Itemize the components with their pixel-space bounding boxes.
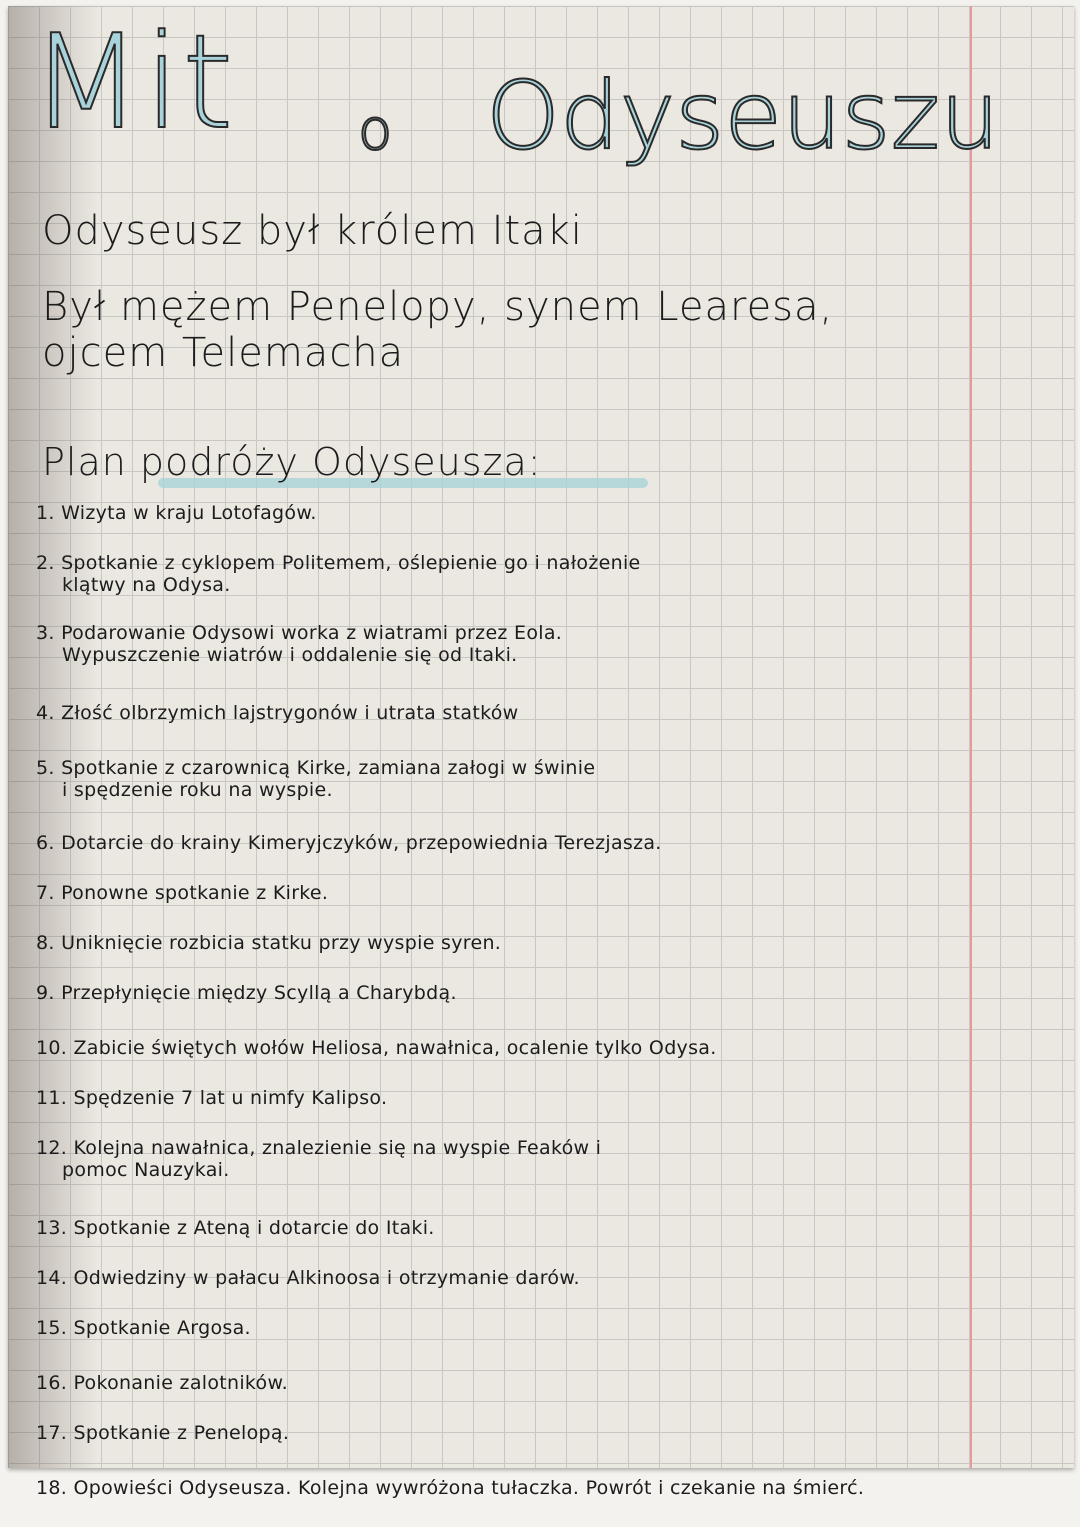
plan-item-continuation: Wypuszczenie wiatrów i oddalenie się od Itaki. [62,644,518,666]
plan-item [36,832,1056,854]
title-word-mit: Mit [30,6,236,158]
plan-item-line: 10. Zabicie świętych wołów Heliosa, nawałnica, ocalenie tylko Odysa. [36,1037,717,1059]
plan-item [36,552,1056,596]
plan-item [36,1372,1056,1394]
plan-item [36,1422,1056,1444]
plan-item-line: 1. Wizyta w kraju Lotofagów. [36,502,317,524]
plan-item-line: 12. Kolejna nawałnica, znalezienie się na wyspie Feaków i [36,1137,602,1159]
plan-item-line: 7. Ponowne spotkanie z Kirke. [36,882,329,904]
plan-item-continuation: klątwy na Odysa. [62,574,231,596]
plan-item-line: 11. Spędzenie 7 lat u nimfy Kalipso. [36,1087,388,1109]
intro-line-1: Odyseusz był królem Itaki [42,208,583,254]
plan-item-line: 14. Odwiedziny w pałacu Alkinoosa i otrzymanie darów. [36,1267,580,1289]
title-word-odyseuszu: Odyseuszu [486,62,1000,171]
plan-item [36,1137,1056,1181]
plan-item [36,702,1056,724]
plan-item [36,882,1056,904]
plan-item [36,502,1056,524]
intro-line-2: Był mężem Penelopy, synem Learesa, [42,284,834,330]
plan-item-line: 8. Uniknięcie rozbicia statku przy wyspie syren. [36,932,502,954]
plan-item [36,982,1056,1004]
plan-item-continuation: i spędzenie roku na wyspie. [62,779,333,801]
plan-item [36,1037,1056,1059]
margin-line [970,6,972,1468]
plan-item-line: 9. Przepłynięcie między Scyllą a Charybdą. [36,982,457,1004]
notebook-page [8,6,1074,1499]
plan-item-line: 16. Pokonanie zalotników. [36,1372,288,1394]
plan-item [36,1267,1056,1289]
plan-item [36,1317,1056,1339]
plan-item [36,1217,1056,1239]
plan-item-line: 15. Spotkanie Argosa. [36,1317,251,1339]
plan-item-line: 17. Spotkanie z Penelopą. [36,1422,290,1444]
plan-item-line: 6. Dotarcie do krainy Kimeryjczyków, przepowiednia Terezjasza. [36,832,662,854]
plan-heading: Plan podróży Odyseusza: [42,440,542,484]
title-word-o: o [358,98,393,163]
plan-item-line: 4. Złość olbrzymich lajstrygonów i utrata statków [36,702,519,724]
plan-item-continuation: pomoc Nauzykai. [62,1159,230,1181]
plan-item-line: 5. Spotkanie z czarownicą Kirke, zamiana załogi w świnie [36,757,596,779]
plan-item [36,1477,1056,1499]
plan-item [36,1087,1056,1109]
plan-item-line: 3. Podarowanie Odysowi worka z wiatrami przez Eola. [36,622,563,644]
plan-item [36,757,1056,801]
plan-item-line: 18. Opowieści Odyseusza. Kolejna wywróżona tułaczka. Powrót i czekanie na śmierć. [36,1477,865,1499]
plan-item-line: 2. Spotkanie z cyklopem Politemem, oślepienie go i nałożenie [36,552,641,574]
plan-item [36,622,1056,666]
intro-line-3: ojcem Telemacha [42,330,405,376]
plan-item-line: 13. Spotkanie z Ateną i dotarcie do Itaki. [36,1217,435,1239]
plan-item [36,932,1056,954]
